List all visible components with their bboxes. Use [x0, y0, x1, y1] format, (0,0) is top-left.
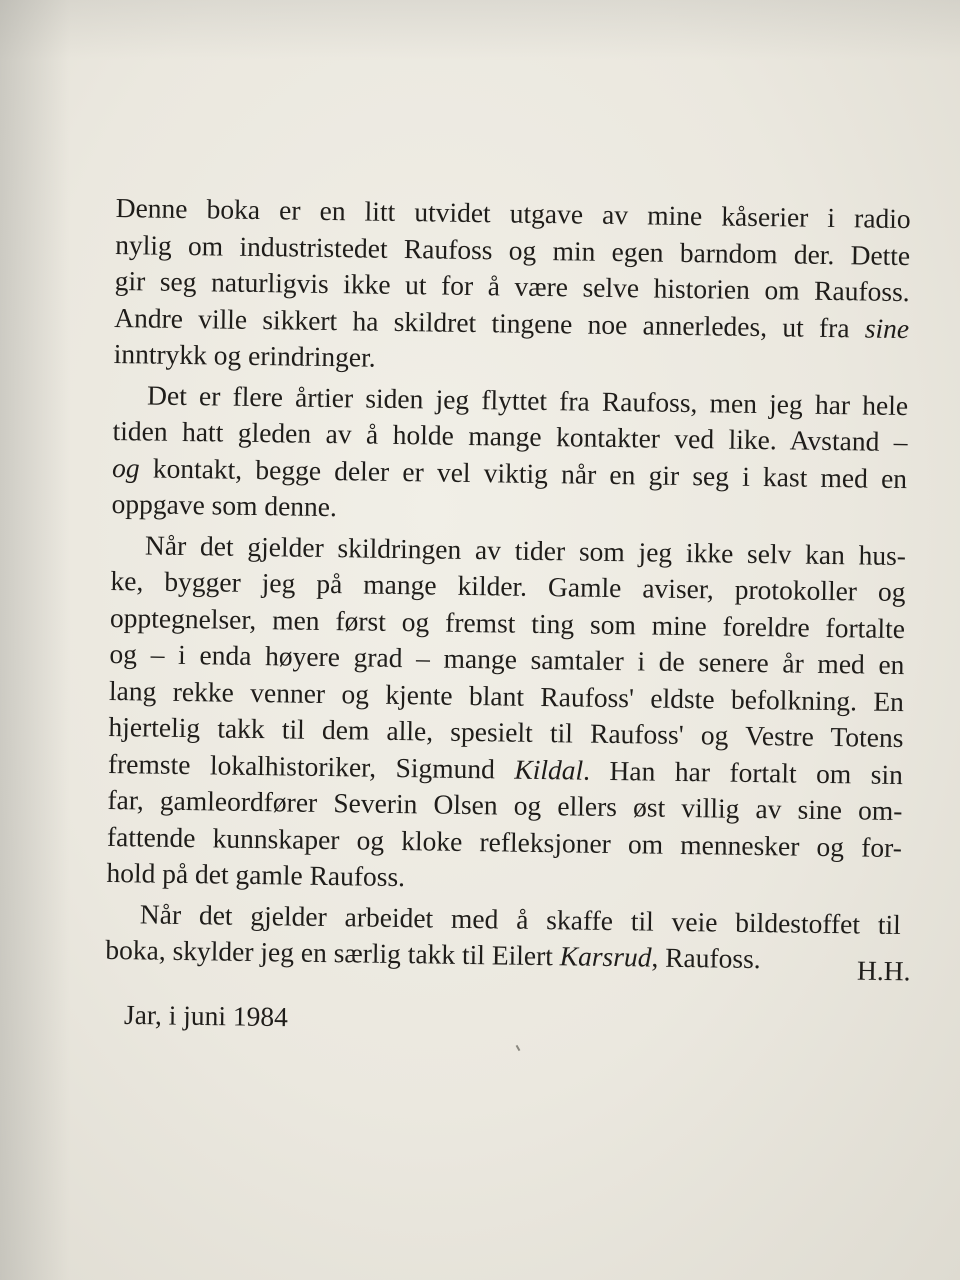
text-line: hold på det gamle Raufoss. [106, 856, 406, 893]
text-line: Denne boka er en litt utvidet utgave av mine kåserier i radio [115, 191, 911, 235]
text-line: nylig om industristedet Raufoss og min egen barndom der. Dette [115, 228, 911, 271]
place-and-date: Jar, i juni 1984 [123, 998, 289, 1033]
text-segment: boka, skylder jeg en særlig takk til Eilert [105, 933, 560, 972]
preface-text [105, 190, 911, 980]
paper-speck [516, 1045, 521, 1051]
text-line: opptegnelser, men først og fremst ting som mine foreldre fortalte [109, 601, 906, 644]
signature-initials: H.H. [856, 954, 911, 987]
page-shadow-top [0, 0, 960, 60]
text-line: far, gamleordfører Severin Olsen og ellers øst villig av sine om- [107, 783, 903, 827]
text-segment: kontakt, begge deler er vel viktig når en gir seg i kast med en [139, 451, 908, 494]
text-line: lang rekke venner og kjente blant Raufoss' eldste befolkning. En [108, 674, 905, 717]
italic-word: Karsrud [559, 940, 652, 973]
text-line: Når det gjelder arbeidet med å skaffe til veie bildestoffet til [139, 897, 902, 940]
text-line: og – i enda høyere grad – mange samtaler i de senere år med en [109, 637, 905, 681]
text-line: fattende kunnskaper og kloke refleksjoner om mennesker og for- [106, 820, 903, 863]
text-line: gir seg naturligvis ikke ut for å være selve historien om Raufoss. [114, 264, 910, 308]
text-segment: , Raufoss. [651, 941, 761, 975]
text-line: tiden hatt gleden av å holde mange kontakter ved like. Avstand – [112, 414, 908, 458]
page-shadow-left [0, 0, 70, 1280]
text-line: oppgave som denne. [111, 487, 338, 523]
italic-word: sine [864, 311, 910, 344]
text-line: Det er flere årtier siden jeg flyttet fra Raufoss, men jeg har hele [146, 378, 909, 421]
text-line: ke, bygger jeg på mange kilder. Gamle aviser, protokoller og [110, 564, 906, 608]
italic-word: og [111, 451, 140, 483]
text-segment: fremste lokalhistoriker, Sigmund [107, 747, 515, 785]
text-segment: Andre ville sikkert ha skildret tingene noe annerledes, ut fra [114, 301, 866, 343]
text-line: hjertelig takk til dem alle, spesielt til Raufoss' og Vestre Totens [108, 710, 904, 754]
italic-word: Kildal [514, 753, 584, 786]
text-segment: . Han har fortalt om sin [582, 754, 904, 790]
text-line: inntrykk og erindringer. [113, 337, 376, 373]
text-line: Når det gjelder skildringen av tider som jeg ikke selv kan hus- [144, 528, 907, 571]
